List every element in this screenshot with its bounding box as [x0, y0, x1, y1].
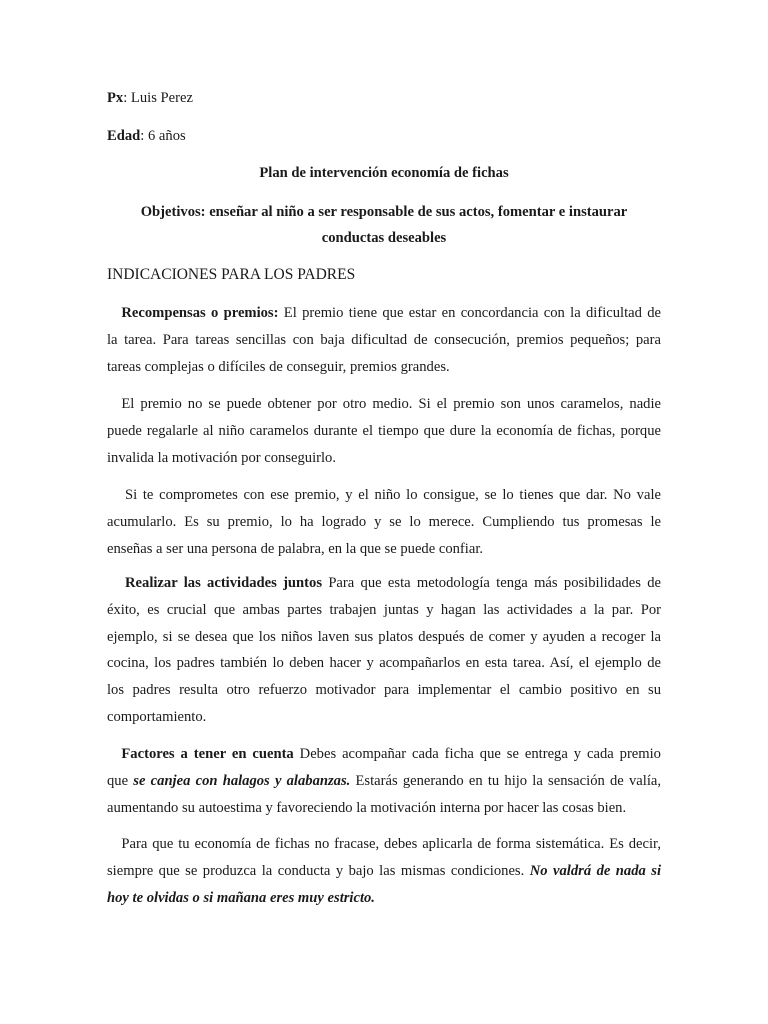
- text-line: [107, 482, 661, 509]
- patient-name-field: [107, 90, 193, 107]
- text-run: invalida la motivación por conseguirlo.: [107, 449, 336, 466]
- text-line: [107, 650, 661, 677]
- text-run: éxito, es crucial que ambas partes trabajen juntas y hagan las actividades a la par. Por: [107, 601, 661, 618]
- document-title: Plan de intervención economía de fichas: [259, 165, 509, 181]
- text-line: [107, 300, 661, 327]
- emphasis-text: No valdrá de nada si: [529, 862, 661, 879]
- text-run: ejemplo, si se desea que los niños laven sus platos después de comer y ayuden a recoger la: [107, 628, 661, 645]
- text-run: los padres resulta otro refuerzo motivador para implementar el cambio positivo en su: [107, 682, 661, 699]
- text-line: [107, 509, 661, 536]
- text-run: aumentando su autoestima y favoreciendo la motivación interna por hacer las cosas bien.: [107, 799, 627, 816]
- text-run: acumularlo. Es su premio, lo ha logrado y se lo merece. Cumpliendo tus promesas le: [107, 513, 661, 530]
- text-line: [107, 768, 661, 795]
- text-line: [107, 327, 661, 354]
- emphasis-text: Recompensas o premios:: [121, 305, 279, 321]
- text-line: [107, 445, 661, 472]
- text-line: [107, 704, 661, 731]
- text-line: [107, 570, 661, 597]
- paragraph: [107, 570, 661, 731]
- text-line: [107, 885, 661, 912]
- section-heading: INDICACIONES PARA LOS PADRES: [107, 266, 356, 283]
- text-line: [107, 795, 661, 822]
- objectives-line-1: Objetivos: enseñar al niño a ser responsable de sus actos, fomentar e instaurar: [140, 204, 628, 220]
- emphasis-text: Realizar las actividades juntos: [125, 575, 323, 591]
- text-run: enseñas a ser una persona de palabra, en la que se puede confiar.: [107, 540, 484, 557]
- text-line: [107, 418, 661, 445]
- text-run: El premio tiene que estar en concordancia con la dificultad de: [278, 305, 662, 321]
- text-run: puede regalarle al niño caramelos durante el tiempo que dure la economía de fichas, porque: [107, 422, 661, 439]
- text-run: Si te comprometes con ese premio, y el niño lo consigue, se lo tienes que dar. No vale: [125, 487, 661, 503]
- text-line: [107, 536, 661, 563]
- age-value: : 6 años: [140, 128, 186, 144]
- text-line: [107, 858, 661, 885]
- text-line: [107, 741, 661, 768]
- text-line: [107, 597, 661, 624]
- emphasis-text: se canjea con halagos y alabanzas.: [133, 772, 351, 789]
- paragraph: [107, 300, 661, 380]
- text-line: [107, 624, 661, 651]
- text-line: [107, 354, 661, 381]
- text-run: siempre que se produzca la conducta y bajo las mismas condiciones.: [107, 862, 530, 879]
- text-run: Estarás generando en tu hijo la sensación de valía,: [350, 772, 661, 789]
- patient-name: : Luis Perez: [123, 90, 193, 106]
- text-run: Debes acompañar cada ficha que se entrega y cada premio: [293, 746, 661, 762]
- paragraph: [107, 391, 661, 471]
- text-line: [107, 677, 661, 704]
- text-run: comportamiento.: [107, 708, 207, 725]
- paragraph: [107, 741, 661, 821]
- age-label: Edad: [107, 128, 141, 144]
- patient-label: Px: [107, 90, 124, 106]
- age-field: [107, 128, 186, 145]
- text-run: Para que esta metodología tenga más posibilidades de: [322, 575, 661, 591]
- text-line: [107, 831, 661, 858]
- paragraph: [107, 831, 661, 911]
- text-line: [107, 391, 661, 418]
- text-run: la tarea. Para tareas sencillas con baja dificultad de consecución, premios pequeños; para: [107, 331, 661, 348]
- emphasis-text: hoy te olvidas o si mañana eres muy estricto.: [107, 889, 375, 906]
- text-run: Para que tu economía de fichas no fracase, debes aplicarla de forma sistemática. Es decir,: [121, 836, 661, 852]
- text-run: tareas complejas o difíciles de conseguir, premios grandes.: [107, 358, 450, 375]
- text-run: El premio no se puede obtener por otro medio. Si el premio son unos caramelos, nadie: [121, 396, 661, 412]
- paragraph: [107, 482, 661, 562]
- text-run: cocina, los padres también lo deben hacer y acompañarlos en esta tarea. Así, el ejemplo de: [107, 655, 661, 672]
- text-run: que: [107, 772, 134, 789]
- objectives-line-2: conductas deseables: [321, 230, 447, 246]
- emphasis-text: Factores a tener en cuenta: [121, 746, 294, 762]
